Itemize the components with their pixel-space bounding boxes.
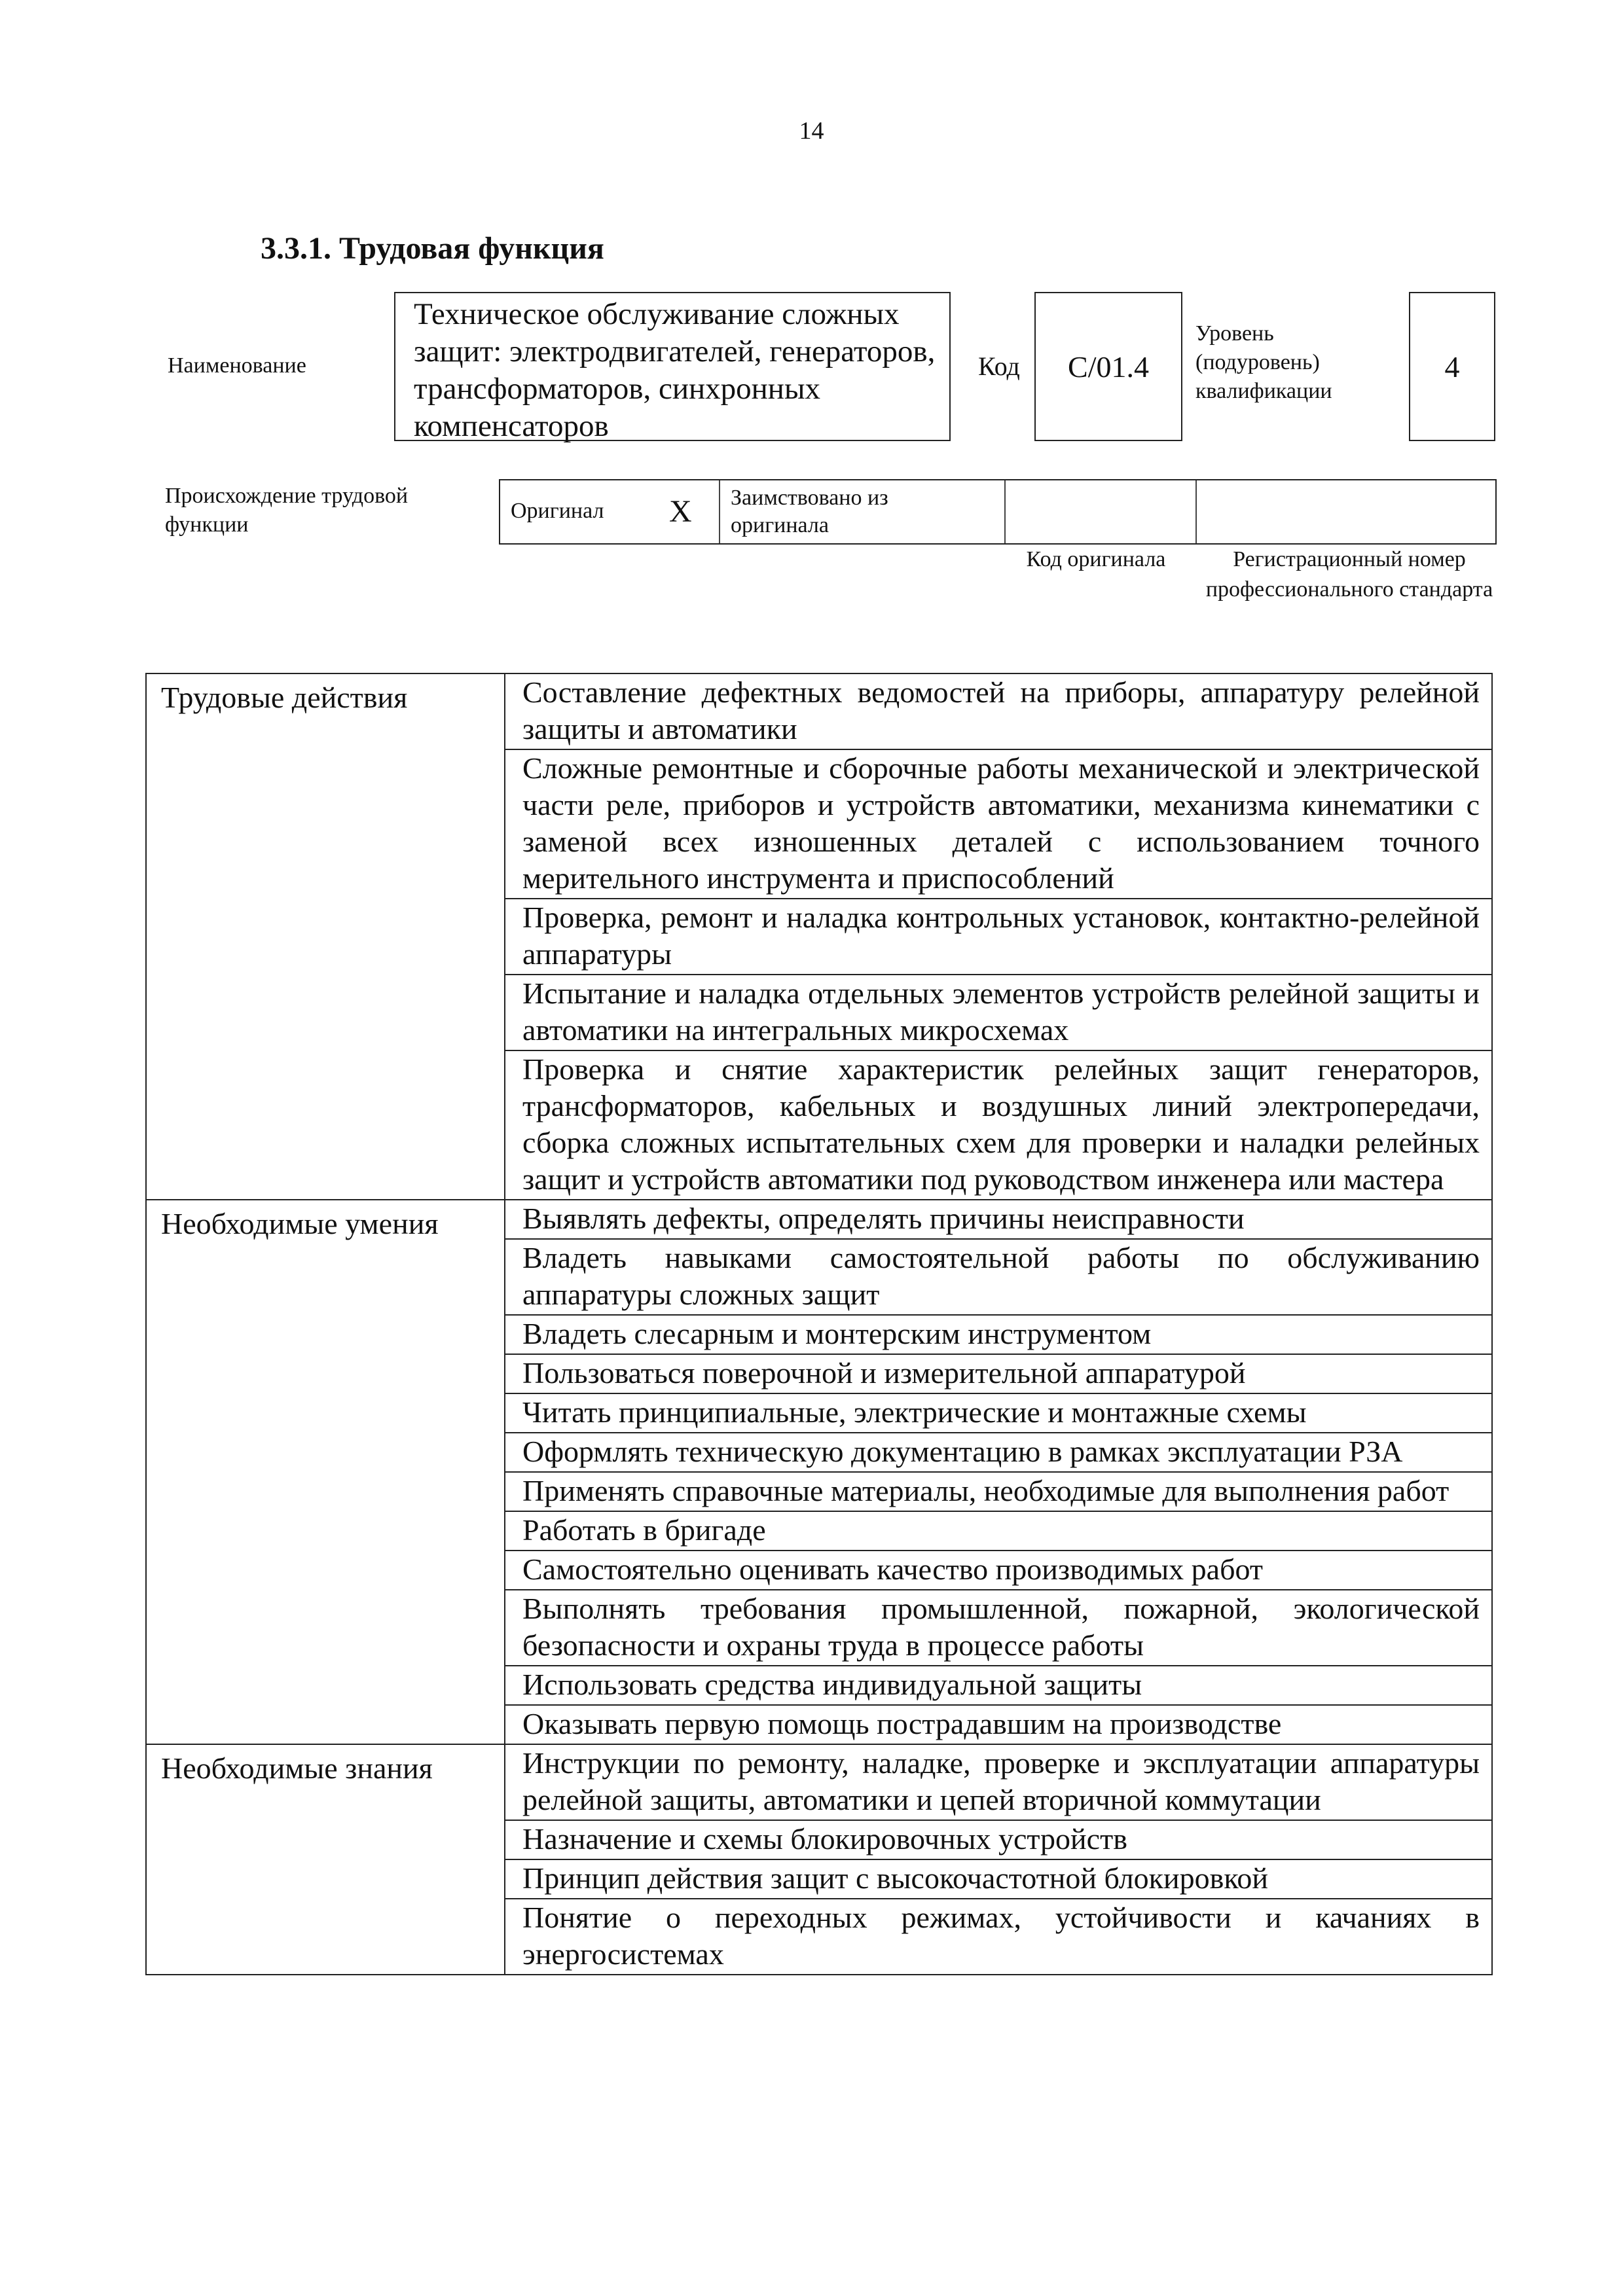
origin-code-cell (1006, 480, 1197, 543)
origin-table (499, 479, 1497, 545)
level-label (1195, 319, 1333, 406)
category-cell: Трудовые действия (146, 673, 505, 1200)
name-label: Наименование (168, 353, 306, 378)
page-number: 14 (799, 117, 824, 145)
code-original-caption: Код оригинала (1026, 547, 1166, 571)
function-name-box: Техническое обслуживание сложных защит: электродвигателей, генераторов, трансформаторов, синхронных компенсаторов (394, 292, 951, 441)
table-row (146, 673, 1492, 1200)
origin-reg-number-cell (1197, 480, 1495, 543)
origin-label (165, 482, 479, 539)
list-item: Владеть слесарным и монтерским инструментом (505, 1316, 1491, 1355)
list-item: Самостоятельно оценивать качество производимых работ (505, 1551, 1491, 1590)
list-item: Назначение и схемы блокировочных устройств (505, 1821, 1491, 1860)
code-label: Код (978, 351, 1020, 381)
origin-original-cell (500, 480, 720, 543)
code-value-box: C/01.4 (1034, 292, 1182, 441)
list-item: Понятие о переходных режимах, устойчивости и качаниях в энергосистемах (522, 1901, 1480, 1971)
labor-function-table (145, 673, 1493, 1975)
list-item: Выявлять дефекты, определять причины неисправности (505, 1200, 1491, 1240)
list-item: Работать в бригаде (505, 1512, 1491, 1551)
list-item: Применять справочные материалы, необходимые для выполнения работ (505, 1473, 1491, 1512)
category-cell: Необходимые знания (146, 1744, 505, 1975)
borrowed-label: Заимствовано из оригинала (731, 486, 888, 537)
list-item: Составление дефектных ведомостей на приборы, аппаратуру релейной защиты и автоматики (505, 674, 1491, 750)
list-item: Испытание и наладка отдельных элементов устройств релейной защиты и автоматики на интегральных микросхемах (505, 975, 1491, 1051)
list-item: Инструкции по ремонту, наладке, проверке и эксплуатации аппаратуры релейной защиты, автоматики и цепей вторичной коммутации (505, 1745, 1491, 1821)
list-item: Владеть навыками самостоятельной работы по обслуживанию аппаратуры сложных защит (505, 1240, 1491, 1316)
list-item: Сложные ремонтные и сборочные работы механической и электрической части реле, приборов и устройств автоматики, механизма кинематики с заменой всех изношенных деталей с использованием точного мерительного инструмента и приспособлений (505, 750, 1491, 899)
items-cell (505, 1200, 1492, 1744)
items-cell (505, 673, 1492, 1200)
table-row (146, 1200, 1492, 1744)
section-title: 3.3.1. Трудовая функция (261, 231, 604, 266)
table-row (146, 1744, 1492, 1975)
list-item: Принцип действия защит с высокочастотной блокировкой (505, 1860, 1491, 1899)
origin-label-text: Происхождение трудовой функции (165, 484, 409, 537)
list-item: Пользоваться поверочной и измерительной аппаратурой (505, 1355, 1491, 1394)
original-label: Оригинал (511, 499, 604, 523)
list-item: Проверка, ремонт и наладка контрольных установок, контактно-релейной аппаратуры (505, 899, 1491, 975)
registration-number-caption: Регистрационный номер профессионального стандарта (1205, 547, 1493, 601)
list-item: Использовать средства индивидуальной защиты (505, 1666, 1491, 1706)
items-cell (505, 1744, 1492, 1975)
list-item: Выполнять требования промышленной, пожарной, экологической безопасности и охраны труда в процессе работы (505, 1590, 1491, 1666)
original-mark: X (669, 494, 692, 529)
category-cell: Необходимые умения (146, 1200, 505, 1744)
list-item: Оказывать первую помощь пострадавшим на производстве (522, 1707, 1282, 1740)
list-item: Читать принципиальные, электрические и монтажные схемы (505, 1394, 1491, 1433)
origin-borrowed-cell (720, 480, 1006, 543)
list-item: Оформлять техническую документацию в рамках эксплуатации РЗА (505, 1433, 1491, 1473)
level-label-text: Уровень (подуровень) квалификации (1195, 321, 1332, 403)
list-item: Проверка и снятие характеристик релейных защит генераторов, трансформаторов, кабельных и воздушных линий электропередачи, сборка сложных испытательных схем для проверки и наладки релейных защит и устройств автоматики под руководством инженера или мастера (522, 1052, 1480, 1196)
level-value-box: 4 (1409, 292, 1495, 441)
